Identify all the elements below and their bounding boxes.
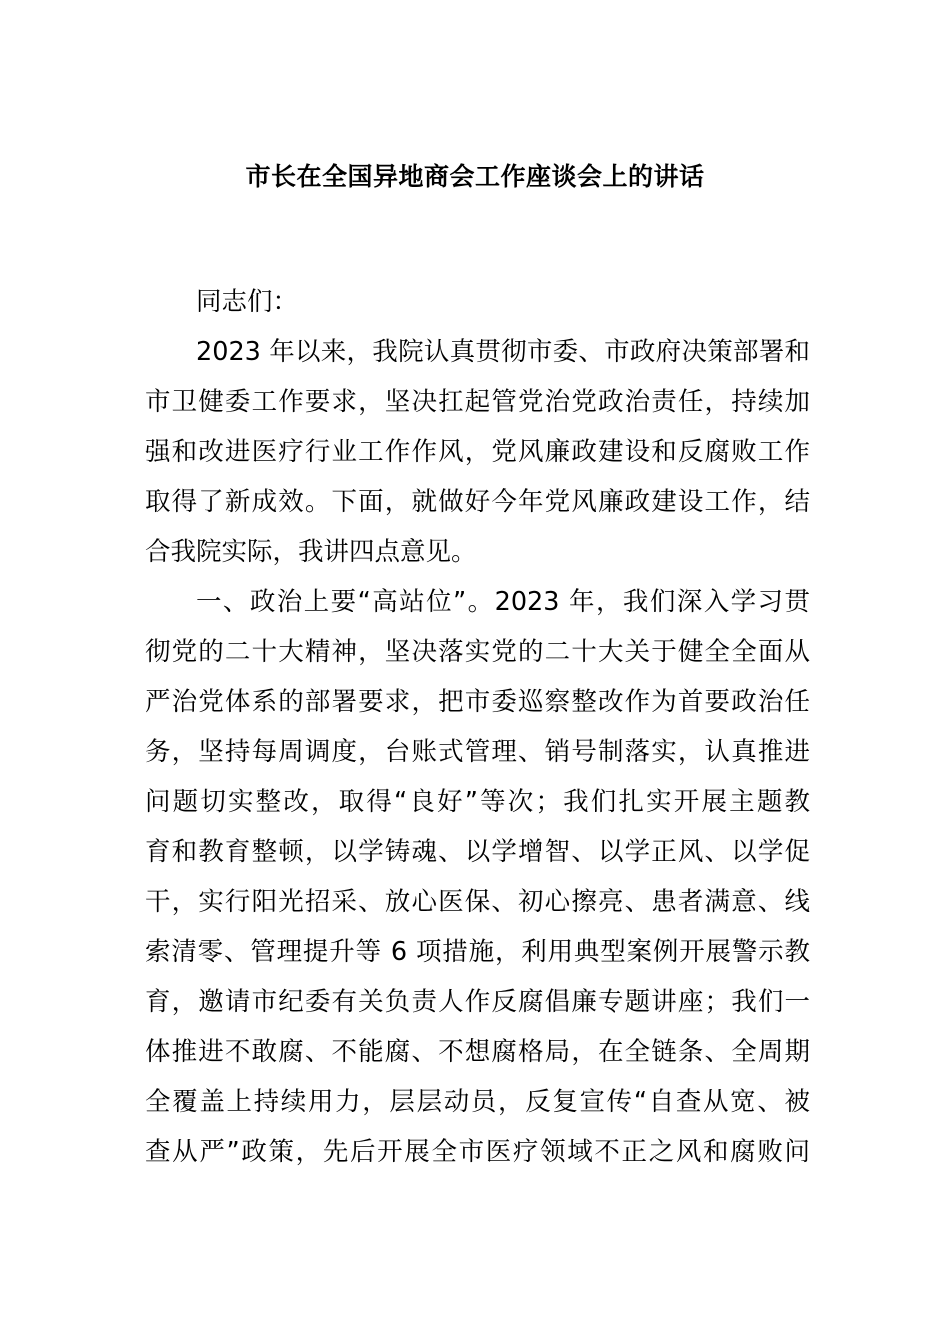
- body-line: 干，实行阳光招采、放心医保、初心擦亮、患者满意、线: [145, 887, 810, 917]
- body-line: 市卫健委工作要求，坚决扛起管党治党政治责任，持续加: [145, 387, 810, 417]
- salutation-line: 同志们：: [196, 287, 299, 317]
- body-line: 彻党的二十大精神，坚决落实党的二十大关于健全全面从: [145, 637, 810, 667]
- body-line: 取得了新成效。下面，就做好今年党风廉政建设工作，结: [145, 487, 810, 517]
- body-line: 查从严”政策，先后开展全市医疗领域不正之风和腐败问: [145, 1137, 810, 1167]
- body-line: 合我院实际，我讲四点意见。: [145, 537, 477, 567]
- body-line: 索清零、管理提升等 6 项措施，利用典型案例开展警示教: [145, 937, 810, 967]
- body-line: 问题切实整改，取得“良好”等次；我们扎实开展主题教: [145, 787, 810, 817]
- body-line: 务，坚持每周调度，台账式管理、销号制落实，认真推进: [145, 737, 810, 767]
- body-line: 体推进不敢腐、不能腐、不想腐格局，在全链条、全周期: [145, 1037, 810, 1067]
- body-line: 强和改进医疗行业工作作风，党风廉政建设和反腐败工作: [145, 437, 810, 467]
- body-line: 一、政治上要“高站位”。2023 年，我们深入学习贯: [196, 587, 810, 617]
- body-line: 全覆盖上持续用力，层层动员，反复宣传“自查从宽、被: [145, 1087, 810, 1117]
- body-line: 育和教育整顿，以学铸魂、以学增智、以学正风、以学促: [145, 837, 810, 867]
- body-line: 2023 年以来，我院认真贯彻市委、市政府决策部署和: [196, 337, 810, 367]
- body-line: 育，邀请市纪委有关负责人作反腐倡廉专题讲座；我们一: [145, 987, 810, 1017]
- body-line: 严治党体系的部署要求，把市委巡察整改作为首要政治任: [145, 687, 810, 717]
- document-title: 市长在全国异地商会工作座谈会上的讲话: [245, 162, 705, 191]
